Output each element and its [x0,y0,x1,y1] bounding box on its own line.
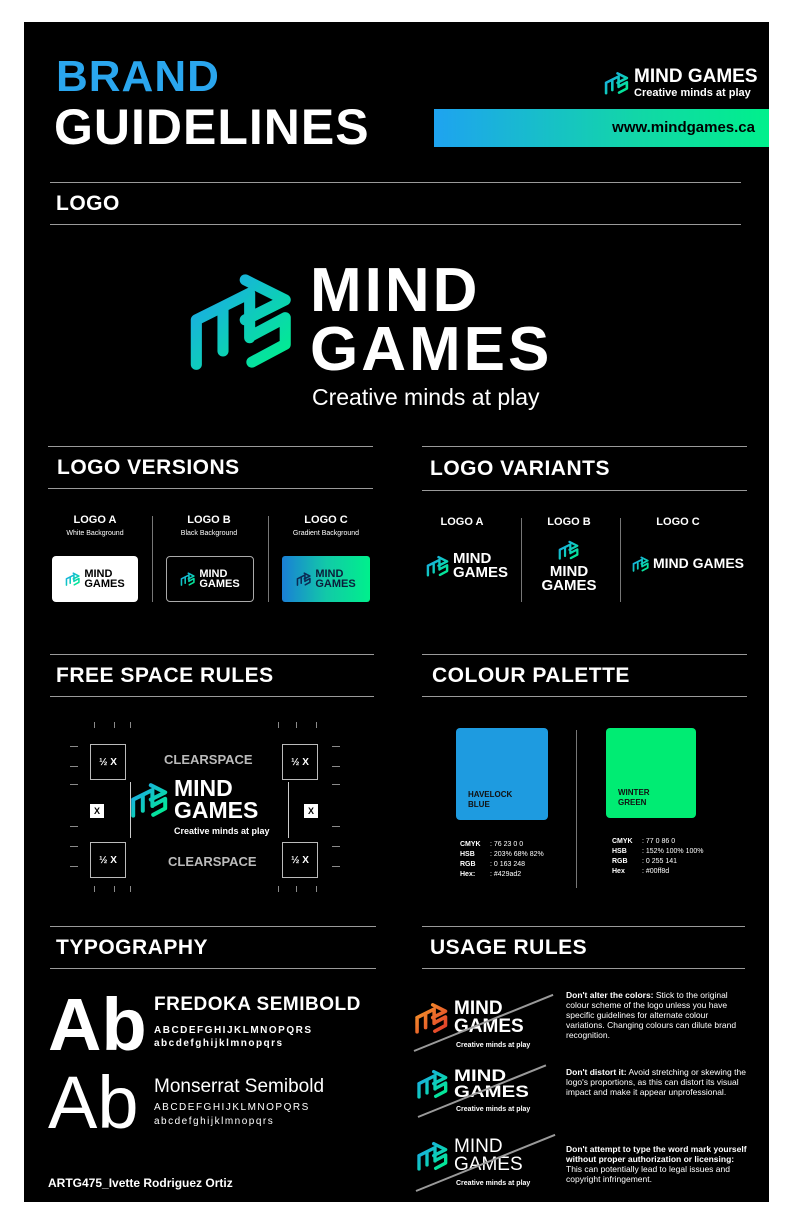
divider [422,926,745,927]
divider [48,446,373,447]
divider [268,516,269,602]
usage-rule-1-bold: Don't alter the colors: [566,990,654,1000]
mind-games-mark-icon [65,572,81,586]
mind-games-mark-icon [558,540,580,560]
usage-rule-2-text: Avoid stretching or skewing the logo's proportions, as this can distort its visual impact and make it appear unprofessional. [566,1067,746,1097]
variant-a-mind: MIND [453,550,492,567]
logo-variant-a [426,552,508,581]
version-c-sub: Gradient Background [292,530,360,537]
header-title-brand: BRAND [56,52,220,101]
section-title-logo: LOGO [56,192,120,215]
header-title-guidelines: GUIDELINES [54,99,370,155]
clearspace-logo [130,775,259,823]
spec-key: HSB [612,848,627,855]
section-title-typography: TYPOGRAPHY [56,936,209,959]
mind-games-mark-icon [604,71,630,95]
url-bar [434,109,769,147]
header-logo [604,67,758,99]
main-logo-mind: MIND [310,256,481,325]
main-logo-tagline: Creative minds at play [312,384,540,410]
version-a-label: LOGO A [73,514,117,526]
logo-version-c [282,556,370,602]
typo-sample-fredoka: Ab [48,983,147,1066]
divider [152,516,153,602]
typo-sample-monserrat: Ab [48,1061,139,1144]
version-a-sub: White Background [66,530,124,537]
clearspace-diagram [70,722,340,892]
variant-c-name: MIND GAMES [653,555,744,572]
half-x-box-tl: ½ X [90,744,126,780]
section-title-logo-variants: LOGO VARIANTS [430,457,610,480]
usage3-mind: MIND [454,1136,503,1157]
mind-games-mark-icon [414,1002,450,1034]
x-marker-left: X [90,804,104,818]
swatch-blue-name-1: HAVELOCK [468,790,513,799]
spec-value: : 203% 68% 82% [490,851,544,858]
usage-rule-1-text: Stick to the original colour scheme of the logo unless you have specific guidelines for alternate colour variations. Changing colours can dilute brand recognition. [566,990,737,1040]
spec-value: : 0 163 248 [490,861,526,868]
mind-games-mark-icon [426,555,450,577]
logo-c-games: GAMES [315,578,356,590]
usage2-mind: MIND [454,1066,507,1085]
divider [422,654,747,655]
logo-b-games: GAMES [199,578,240,590]
mind-games-mark-icon [416,1069,450,1099]
divider [50,182,741,183]
divider [422,446,747,447]
mind-games-mark-icon [416,1141,450,1171]
swatch-green-name [618,788,650,808]
usage2-games: GAMES [454,1082,529,1102]
footer-author: ARTG475_Ivette Rodriguez Ortiz [48,1176,233,1190]
usage1-games: GAMES [454,1016,524,1038]
divider [422,490,747,491]
swatch-green-name-2: GREEN [618,798,647,807]
mind-games-mark-icon [632,556,650,572]
mind-games-mark-icon [296,572,312,586]
brand-sheet [24,22,769,1202]
usage3-games: GAMES [454,1154,523,1176]
logo-version-a [52,556,138,602]
version-b-sub: Black Background [180,530,238,537]
divider [422,696,747,697]
clearspace-bottom-label: CLEARSPACE [168,854,257,869]
spec-key: CMYK [612,838,633,845]
clearspace-logo-mind: MIND [174,775,233,801]
spec-key: Hex [612,868,625,875]
font-lower-monserrat: abcdefghijklmnopqrs [154,1116,275,1127]
spec-value: : #429ad2 [490,871,522,878]
section-title-usage-rules: USAGE RULES [430,936,588,959]
spec-value: : 77 0 86 0 [642,838,676,845]
clearspace-top-label: CLEARSPACE [164,752,253,767]
divider [50,696,374,697]
usage-example-colors [414,992,554,1052]
swatch-winter-green [606,728,696,818]
divider [422,968,745,969]
usage-rule-wordmark [566,1144,750,1184]
half-x-box-br: ½ X [282,842,318,878]
half-x-box-bl: ½ X [90,842,126,878]
divider [50,654,374,655]
variant-b-label: LOGO B [547,516,591,528]
variant-b-mind: MIND [549,563,589,580]
spec-key: HSB [460,851,475,858]
swatch-havelock-blue [456,728,548,820]
variant-a-label: LOGO A [440,516,484,528]
specs-havelock-blue [460,840,544,880]
divider [521,518,522,602]
usage-example-wordmark [416,1134,556,1194]
usage-rule-distort [566,1067,748,1097]
clearspace-logo-tagline: Creative minds at play [174,826,270,836]
usage3-tagline: Creative minds at play [456,1180,531,1187]
clearspace-logo-games: GAMES [174,796,259,823]
divider [50,926,376,927]
divider [48,488,373,489]
swatch-green-name-1: WINTER [618,788,650,797]
spec-value: : 152% 100% 100% [642,848,704,855]
usage-rule-3-text: This can potentially lead to legal issues and copyright infringement. [566,1164,730,1184]
font-lower-fredoka: abcdefghijklmnopqrs [154,1038,284,1049]
half-x-box-tr: ½ X [282,744,318,780]
header-logo-name: MIND GAMES [634,66,758,87]
spec-key: RGB [460,861,476,868]
main-logo [184,256,553,384]
logo-variant-c [632,556,744,572]
version-c-label: LOGO C [304,514,348,526]
usage1-mind: MIND [454,998,503,1019]
variant-a-games: GAMES [453,564,509,582]
font-upper-fredoka: ABCDEFGHIJKLMNOPQRS [154,1025,313,1036]
mind-games-mark-icon [180,572,196,586]
spec-key: RGB [612,858,628,865]
divider [50,224,741,225]
variant-b-games: GAMES [541,577,597,595]
usage2-tagline: Creative minds at play [456,1106,531,1113]
logo-version-b [166,556,254,602]
usage-example-distort [416,1066,556,1122]
spec-key: CMYK [460,841,481,848]
swatch-blue-name [468,790,512,810]
spec-value: : 76 23 0 0 [490,841,524,848]
main-logo-games: GAMES [310,314,553,384]
x-arrow-right [288,782,289,838]
spec-value: : 0 255 141 [642,858,678,865]
spec-value: : #00ff8d [642,868,670,875]
section-title-free-space: FREE SPACE RULES [56,664,274,687]
variant-c-label: LOGO C [656,516,700,528]
font-name-monserrat: Monserrat Semibold [154,1076,325,1097]
spec-key: Hex: [460,871,476,878]
logo-a-mind: MIND [84,567,113,580]
usage-rule-colors [566,990,748,1040]
logo-a-games: GAMES [84,578,125,590]
font-name-fredoka: FREDOKA SEMIBOLD [154,994,361,1015]
usage1-tagline: Creative minds at play [456,1042,531,1049]
logo-b-mind: MIND [199,567,228,580]
mind-games-mark-icon [130,782,170,818]
version-b-label: LOGO B [187,514,231,526]
divider [620,518,621,602]
usage-rule-3-bold: Don't attempt to type the word mark yourself without proper authorization or licensing: [566,1144,747,1164]
usage-rule-2-bold: Don't distort it: [566,1067,627,1077]
header-logo-tagline: Creative minds at play [634,87,751,99]
font-upper-monserrat: ABCDEFGHIJKLMNOPQRS [154,1102,310,1113]
logo-c-mind: MIND [315,567,344,580]
section-title-logo-versions: LOGO VERSIONS [57,456,240,479]
divider [50,968,376,969]
section-title-colour-palette: COLOUR PALETTE [432,664,630,687]
x-marker-right: X [304,804,318,818]
logo-variant-b [530,540,608,594]
swatch-blue-name-2: BLUE [468,800,490,809]
website-url[interactable]: www.mindgames.ca [612,119,755,136]
mind-games-mark-icon [184,271,302,371]
specs-winter-green [612,837,704,877]
divider [576,730,577,888]
